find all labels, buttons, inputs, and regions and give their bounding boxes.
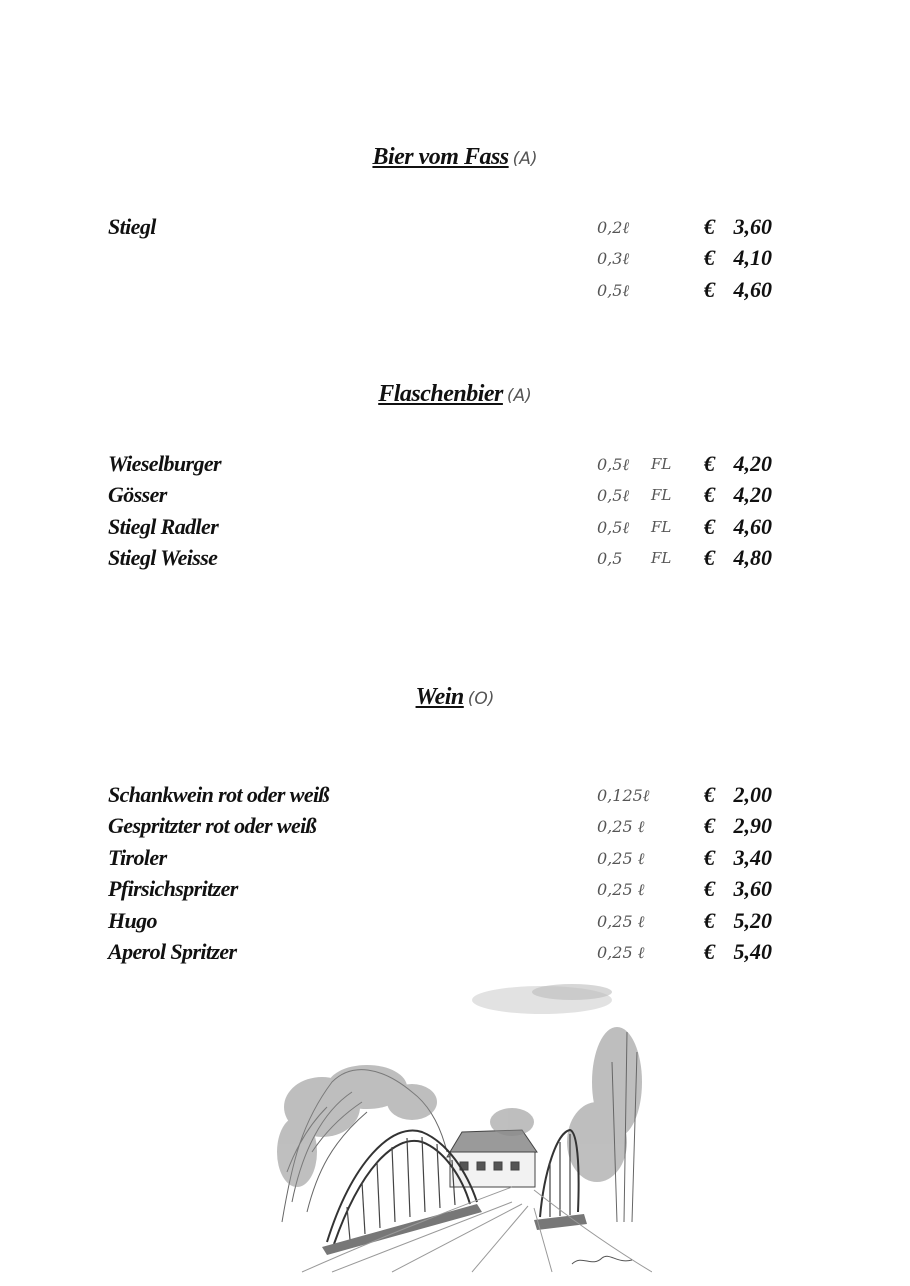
item-volume: 0,5ℓ [597,518,630,537]
currency-symbol: € [704,451,715,476]
item-price: 4,20 [733,451,772,476]
item-price: 3,60 [733,876,772,901]
section-title: Wein [415,684,464,710]
currency-symbol: € [704,277,715,302]
item-price: 4,20 [733,482,772,507]
menu-item-row [0,245,910,275]
item-price: 4,60 [733,277,772,302]
currency-symbol: € [704,514,715,539]
menu-item-row [0,214,910,244]
menu-item-row [0,277,910,307]
menu-item-row [0,908,910,938]
item-volume: 0,5ℓ [597,486,630,505]
currency-symbol: € [704,545,715,570]
section-heading-wein [0,684,910,711]
menu-item-row [0,451,910,481]
item-name: Aperol Spritzer [108,939,237,964]
item-unit: FL [651,518,672,536]
currency-symbol: € [704,845,715,870]
item-volume: 0,5ℓ [597,455,630,474]
item-price: 3,60 [733,214,772,239]
item-name: Schankwein rot oder weiß [108,782,329,807]
item-name: Gespritzter rot oder weiß [108,813,317,838]
menu-item-row [0,876,910,906]
item-volume: 0,25 ℓ [597,817,645,836]
item-price: 3,40 [733,845,772,870]
section-heading-bier-vom-fass [0,144,910,171]
item-name: Stiegl [108,214,156,239]
item-price: 4,10 [733,245,772,270]
item-volume: 0,25 ℓ [597,880,645,899]
item-price: 2,00 [733,782,772,807]
item-name: Stiegl Weisse [108,545,218,570]
currency-symbol: € [704,908,715,933]
item-name: Gösser [108,482,167,507]
item-volume: 0,2ℓ [597,218,630,237]
section-title: Bier vom Fass [372,144,509,170]
item-volume: 0,125ℓ [597,786,650,805]
item-unit: FL [651,549,672,567]
menu-item-row [0,545,910,575]
item-name: Hugo [108,908,157,933]
currency-symbol: € [704,245,715,270]
menu-item-row [0,939,910,969]
item-price: 2,90 [733,813,772,838]
menu-item-row [0,845,910,875]
item-price: 5,40 [733,939,772,964]
currency-symbol: € [704,813,715,838]
allergen-code: (O) [467,689,495,709]
currency-symbol: € [704,214,715,239]
item-price: 5,20 [733,908,772,933]
item-unit: FL [651,486,672,504]
menu-item-row [0,514,910,544]
bridge-sketch-illustration [272,972,652,1282]
currency-symbol: € [704,482,715,507]
currency-symbol: € [704,876,715,901]
item-volume: 0,25 ℓ [597,912,645,931]
item-name: Tiroler [108,845,167,870]
section-heading-flaschenbier [0,381,910,408]
section-title: Flaschenbier [378,381,503,407]
menu-item-row [0,813,910,843]
item-volume: 0,25 ℓ [597,849,645,868]
item-price: 4,60 [733,514,772,539]
currency-symbol: € [704,939,715,964]
item-name: Stiegl Radler [108,514,219,539]
item-volume: 0,3ℓ [597,249,630,268]
item-name: Pfirsichspritzer [108,876,238,901]
item-volume: 0,5ℓ [597,281,630,300]
menu-item-row [0,482,910,512]
item-name: Wieselburger [108,451,221,476]
allergen-code: (A) [512,149,538,169]
allergen-code: (A) [506,386,532,406]
item-volume: 0,5 [597,549,623,568]
currency-symbol: € [704,782,715,807]
item-unit: FL [651,455,672,473]
menu-item-row [0,782,910,812]
item-volume: 0,25 ℓ [597,943,645,962]
item-price: 4,80 [733,545,772,570]
